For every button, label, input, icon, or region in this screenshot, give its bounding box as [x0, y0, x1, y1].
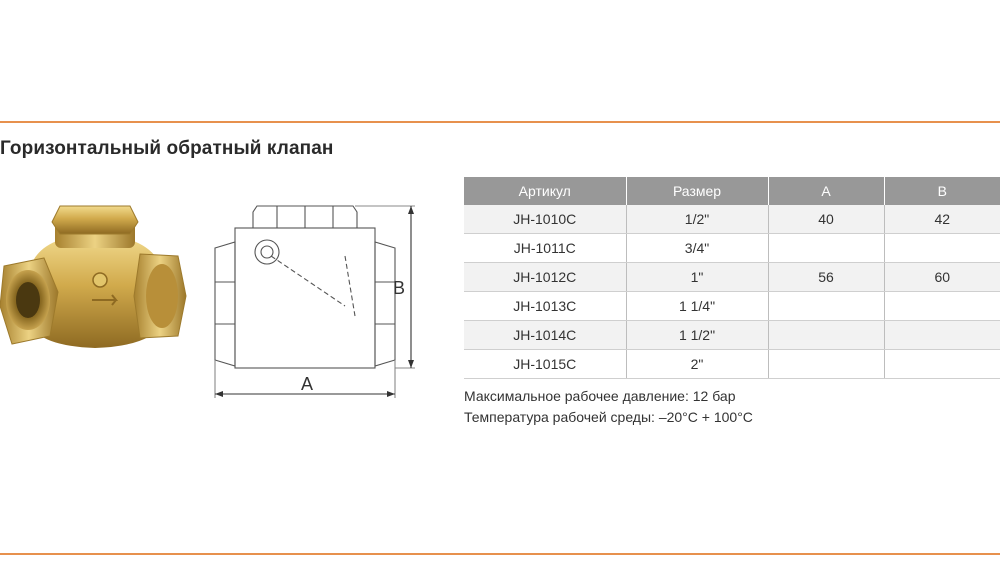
dimension-drawing — [205, 196, 430, 406]
cell-b: 42 — [884, 205, 1000, 234]
header-article: Артикул — [464, 177, 626, 205]
spec-notes — [464, 386, 753, 428]
temperature-note: Температура рабочей среды: –20°С + 100°С — [464, 409, 753, 425]
cell-b — [884, 234, 1000, 263]
cell-article: JH-1014C — [464, 321, 626, 350]
table-row — [464, 292, 1000, 321]
cell-b — [884, 292, 1000, 321]
cell-b: 60 — [884, 263, 1000, 292]
cell-article: JH-1015C — [464, 350, 626, 379]
cell-article: JH-1012C — [464, 263, 626, 292]
cell-article: JH-1011C — [464, 234, 626, 263]
cell-article: JH-1013C — [464, 292, 626, 321]
valve-photo — [0, 196, 190, 366]
header-a: A — [768, 177, 884, 205]
cell-size: 1 1/4" — [626, 292, 768, 321]
cell-a: 56 — [768, 263, 884, 292]
cell-b — [884, 350, 1000, 379]
top-divider — [0, 121, 1000, 123]
table-row — [464, 205, 1000, 234]
bottom-divider — [0, 553, 1000, 555]
table-row — [464, 321, 1000, 350]
cell-size: 2" — [626, 350, 768, 379]
dimension-label-b: B — [393, 278, 406, 298]
cell-size: 1/2" — [626, 205, 768, 234]
spec-table — [464, 177, 1000, 379]
table-header-row — [464, 177, 1000, 205]
header-b: B — [884, 177, 1000, 205]
max-pressure-note: Максимальное рабочее давление: 12 бар — [464, 388, 736, 404]
cell-a — [768, 292, 884, 321]
cell-a: 40 — [768, 205, 884, 234]
dimension-label-a: A — [301, 374, 314, 394]
cell-b — [884, 321, 1000, 350]
table-row — [464, 234, 1000, 263]
cell-size: 1 1/2" — [626, 321, 768, 350]
table-row — [464, 350, 1000, 379]
cell-size: 3/4" — [626, 234, 768, 263]
cell-a — [768, 321, 884, 350]
cell-a — [768, 234, 884, 263]
header-size: Размер — [626, 177, 768, 205]
page-title: Горизонтальный обратный клапан — [0, 138, 334, 159]
cell-article: JH-1010C — [464, 205, 626, 234]
cell-a — [768, 350, 884, 379]
cell-size: 1" — [626, 263, 768, 292]
table-row — [464, 263, 1000, 292]
